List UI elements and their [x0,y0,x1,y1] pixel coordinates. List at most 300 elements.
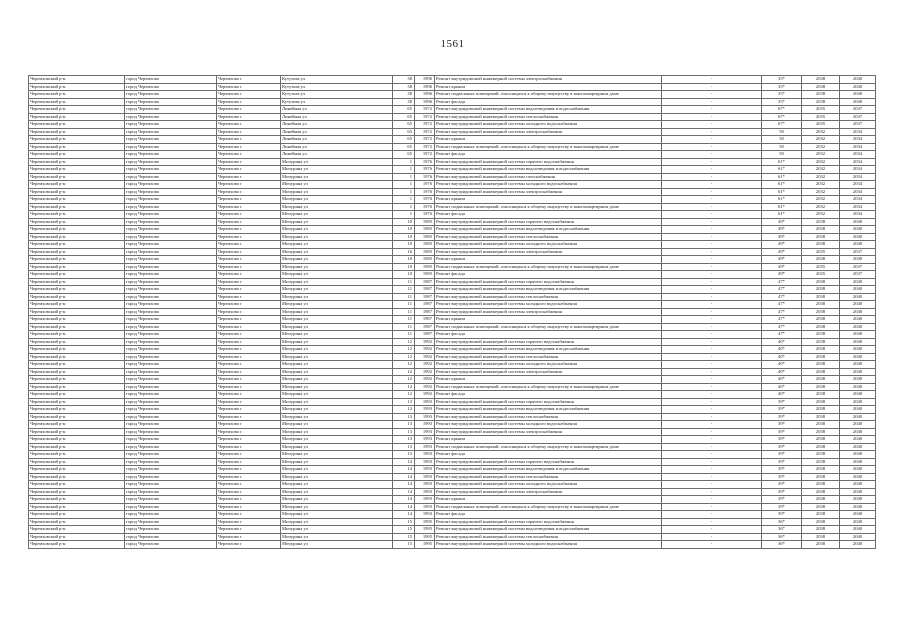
table-row [29,188,876,196]
district-cell: Черемховский р-н [29,136,125,144]
start-year-cell: 2038 [802,301,840,309]
house-number-cell: 38 [393,76,415,84]
house-number-cell: 11 [393,308,415,316]
extra-cell: - [662,158,762,166]
extra-cell: - [662,316,762,324]
start-year-cell: 2038 [802,218,840,226]
district-cell: Черемховский р-н [29,331,125,339]
house-number-cell: 13 [393,398,415,406]
end-year-cell: 2040 [840,91,876,99]
house-number-cell: 14 [393,488,415,496]
municipality-cell: город Черемхово [125,503,217,511]
house-number-cell: 1 [393,173,415,181]
wear-percent-cell: 47* [762,316,802,324]
wear-percent-cell: 47* [762,301,802,309]
district-cell: Черемховский р-н [29,338,125,346]
house-number-cell: 1 [393,158,415,166]
municipality-cell: город Черемхово [125,323,217,331]
municipality-cell: город Черемхово [125,248,217,256]
street-cell: Мичурина ул [281,466,393,474]
extra-cell: - [662,301,762,309]
house-number-cell: 11 [393,278,415,286]
work-type-cell: Ремонт фасада [435,151,662,159]
street-cell: Мичурина ул [281,443,393,451]
house-number-cell: 1 [393,166,415,174]
settlement-cell: Черемхово г [217,391,281,399]
street-cell: Мичурина ул [281,481,393,489]
end-year-cell: 2034 [840,203,876,211]
start-year-cell: 2038 [802,331,840,339]
street-cell: Кутузова ул [281,91,393,99]
street-cell: Мичурина ул [281,241,393,249]
work-type-cell: Ремонт внутридомовой инженерной системы водоотведения и водоснабжения [435,526,662,534]
wear-percent-cell: 47* [762,286,802,294]
house-number-cell: 38 [393,83,415,91]
district-cell: Черемховский р-н [29,361,125,369]
extra-cell: - [662,331,762,339]
district-cell: Черемховский р-н [29,91,125,99]
work-type-cell: Ремонт внутридомовой инженерной системы холодного водоснабжения [435,241,662,249]
wear-percent-cell: 47* [762,278,802,286]
build-year-cell: 1995 [415,526,435,534]
table-row [29,398,876,406]
street-cell: Мичурина ул [281,458,393,466]
table-row [29,338,876,346]
work-type-cell: Ремонт фасада [435,451,662,459]
street-cell: Мичурина ул [281,173,393,181]
house-number-cell: 1 [393,203,415,211]
end-year-cell: 2034 [840,188,876,196]
settlement-cell: Черемхово г [217,203,281,211]
settlement-cell: Черемхово г [217,143,281,151]
house-number-cell: 12 [393,361,415,369]
work-type-cell: Ремонт внутридомовой инженерной системы газоснабжения [435,173,662,181]
build-year-cell: 1993 [415,428,435,436]
wear-percent-cell: 61* [762,181,802,189]
street-cell: Мичурина ул [281,181,393,189]
extra-cell: - [662,181,762,189]
wear-percent-cell: 49* [762,263,802,271]
start-year-cell: 2038 [802,286,840,294]
extra-cell: - [662,353,762,361]
municipality-cell: город Черемхово [125,511,217,519]
house-number-cell: 65 [393,113,415,121]
municipality-cell: город Черемхово [125,211,217,219]
end-year-cell: 2040 [840,488,876,496]
table-row [29,353,876,361]
table-row [29,91,876,99]
start-year-cell: 2038 [802,316,840,324]
municipality-cell: город Черемхово [125,256,217,264]
work-type-cell: Ремонт внутридомовой инженерной системы водоотведения и водоснабжения [435,406,662,414]
start-year-cell: 2038 [802,428,840,436]
start-year-cell: 2038 [802,98,840,106]
wear-percent-cell: 39* [762,436,802,444]
settlement-cell: Черемхово г [217,293,281,301]
end-year-cell: 2040 [840,301,876,309]
extra-cell: - [662,308,762,316]
work-type-cell: Ремонт внутридомовой инженерной системы водоотведения и водоснабжения [435,346,662,354]
wear-percent-cell: 35* [762,83,802,91]
wear-percent-cell: 35* [762,76,802,84]
table-row [29,151,876,159]
district-cell: Черемховский р-н [29,301,125,309]
start-year-cell: 2032 [802,128,840,136]
municipality-cell: город Черемхово [125,488,217,496]
settlement-cell: Черемхово г [217,136,281,144]
end-year-cell: 2040 [840,346,876,354]
table-row [29,301,876,309]
house-number-cell: 11 [393,316,415,324]
municipality-cell: город Черемхово [125,271,217,279]
street-cell: Кутузова ул [281,83,393,91]
extra-cell: - [662,488,762,496]
work-type-cell: Ремонт внутридомовой инженерной системы электроснабжения [435,248,662,256]
district-cell: Черемховский р-н [29,121,125,129]
work-type-cell: Ремонт внутридомовой инженерной системы электроснабжения [435,308,662,316]
end-year-cell: 2040 [840,496,876,504]
start-year-cell: 2038 [802,346,840,354]
extra-cell: - [662,151,762,159]
build-year-cell: 1992 [415,361,435,369]
house-number-cell: 12 [393,383,415,391]
start-year-cell: 2038 [802,233,840,241]
end-year-cell: 2037 [840,271,876,279]
house-number-cell: 14 [393,466,415,474]
municipality-cell: город Черемхово [125,136,217,144]
table-row [29,241,876,249]
work-type-cell: Ремонт внутридомовой инженерной системы теплоснабжения [435,533,662,541]
wear-percent-cell: 49* [762,241,802,249]
municipality-cell: город Черемхово [125,173,217,181]
build-year-cell: 1993 [415,406,435,414]
table-row [29,256,876,264]
district-cell: Черемховский р-н [29,278,125,286]
build-year-cell: 1992 [415,338,435,346]
wear-percent-cell: 39* [762,428,802,436]
house-number-cell: 10 [393,233,415,241]
settlement-cell: Черемхово г [217,526,281,534]
extra-cell: - [662,233,762,241]
wear-percent-cell: 36* [762,526,802,534]
district-cell: Черемховский р-н [29,271,125,279]
work-type-cell: Ремонт внутридомовой инженерной системы теплоснабжения [435,353,662,361]
end-year-cell: 2040 [840,76,876,84]
end-year-cell: 2040 [840,466,876,474]
district-cell: Черемховский р-н [29,316,125,324]
municipality-cell: город Черемхово [125,128,217,136]
settlement-cell: Черемхово г [217,376,281,384]
wear-percent-cell: 61* [762,203,802,211]
work-type-cell: Ремонт внутридомовой инженерной системы электроснабжения [435,188,662,196]
street-cell: Мичурина ул [281,518,393,526]
end-year-cell: 2034 [840,136,876,144]
extra-cell: - [662,428,762,436]
house-number-cell: 14 [393,473,415,481]
district-cell: Черемховский р-н [29,76,125,84]
street-cell: Мичурина ул [281,271,393,279]
build-year-cell: 1992 [415,368,435,376]
extra-cell: - [662,218,762,226]
start-year-cell: 2038 [802,361,840,369]
end-year-cell: 2037 [840,113,876,121]
work-type-cell: Ремонт внутридомовой инженерной системы горячего водоснабжения [435,338,662,346]
build-year-cell: 1992 [415,353,435,361]
end-year-cell: 2040 [840,323,876,331]
work-type-cell: Ремонт подвальных помещений, относящихся к общему имуществу в многоквартирном доме [435,443,662,451]
start-year-cell: 2038 [802,391,840,399]
house-number-cell: 15 [393,541,415,549]
start-year-cell: 2038 [802,451,840,459]
municipality-cell: город Черемхово [125,301,217,309]
district-cell: Черемховский р-н [29,421,125,429]
street-cell: Мичурина ул [281,533,393,541]
start-year-cell: 2035 [802,121,840,129]
work-type-cell: Ремонт подвальных помещений, относящихся к общему имуществу в многоквартирном доме [435,143,662,151]
start-year-cell: 2035 [802,248,840,256]
wear-percent-cell: 36* [762,533,802,541]
wear-percent-cell: 40* [762,383,802,391]
work-type-cell: Ремонт крыши [435,83,662,91]
settlement-cell: Черемхово г [217,346,281,354]
extra-cell: - [662,226,762,234]
house-number-cell: 12 [393,368,415,376]
house-number-cell: 12 [393,353,415,361]
work-type-cell: Ремонт внутридомовой инженерной системы холодного водоснабжения [435,181,662,189]
work-type-cell: Ремонт крыши [435,136,662,144]
house-number-cell: 15 [393,533,415,541]
work-type-cell: Ремонт внутридомовой инженерной системы водоотведения и водоснабжения [435,106,662,114]
municipality-cell: город Черемхово [125,541,217,549]
settlement-cell: Черемхово г [217,331,281,339]
street-cell: Линейная ул [281,128,393,136]
build-year-cell: 1995 [415,533,435,541]
district-cell: Черемховский р-н [29,406,125,414]
settlement-cell: Черемхово г [217,278,281,286]
street-cell: Мичурина ул [281,218,393,226]
house-number-cell: 15 [393,526,415,534]
table-row [29,526,876,534]
build-year-cell: 1987 [415,278,435,286]
municipality-cell: город Черемхово [125,473,217,481]
house-number-cell: 15 [393,518,415,526]
settlement-cell: Черемхово г [217,188,281,196]
wear-percent-cell: 36* [762,518,802,526]
municipality-cell: город Черемхово [125,443,217,451]
extra-cell: - [662,136,762,144]
start-year-cell: 2038 [802,256,840,264]
build-year-cell: 1976 [415,196,435,204]
wear-percent-cell: 39* [762,473,802,481]
house-number-cell: 14 [393,503,415,511]
table-row [29,368,876,376]
build-year-cell: 1972 [415,143,435,151]
extra-cell: - [662,383,762,391]
start-year-cell: 2035 [802,113,840,121]
table-row [29,413,876,421]
settlement-cell: Черемхово г [217,361,281,369]
street-cell: Мичурина ул [281,353,393,361]
build-year-cell: 1993 [415,398,435,406]
house-number-cell: 14 [393,496,415,504]
end-year-cell: 2040 [840,511,876,519]
street-cell: Кутузова ул [281,98,393,106]
street-cell: Мичурина ул [281,376,393,384]
end-year-cell: 2040 [840,503,876,511]
street-cell: Мичурина ул [281,166,393,174]
end-year-cell: 2040 [840,308,876,316]
district-cell: Черемховский р-н [29,241,125,249]
district-cell: Черемховский р-н [29,368,125,376]
build-year-cell: 1993 [415,436,435,444]
build-year-cell: 1993 [415,496,435,504]
start-year-cell: 2032 [802,151,840,159]
build-year-cell: 1972 [415,113,435,121]
extra-cell: - [662,211,762,219]
work-type-cell: Ремонт фасада [435,211,662,219]
settlement-cell: Черемхово г [217,338,281,346]
district-cell: Черемховский р-н [29,323,125,331]
end-year-cell: 2040 [840,278,876,286]
district-cell: Черемховский р-н [29,248,125,256]
extra-cell: - [662,203,762,211]
settlement-cell: Черемхово г [217,196,281,204]
table-row [29,293,876,301]
build-year-cell: 1976 [415,181,435,189]
work-type-cell: Ремонт внутридомовой инженерной системы теплоснабжения [435,413,662,421]
extra-cell: - [662,196,762,204]
district-cell: Черемховский р-н [29,188,125,196]
extra-cell: - [662,518,762,526]
extra-cell: - [662,361,762,369]
house-number-cell: 13 [393,428,415,436]
extra-cell: - [662,481,762,489]
build-year-cell: 1987 [415,323,435,331]
house-number-cell: 10 [393,271,415,279]
start-year-cell: 2032 [802,211,840,219]
end-year-cell: 2040 [840,286,876,294]
district-cell: Черемховский р-н [29,106,125,114]
street-cell: Линейная ул [281,113,393,121]
municipality-cell: город Черемхово [125,203,217,211]
house-number-cell: 12 [393,338,415,346]
work-type-cell: Ремонт внутридомовой инженерной системы электроснабжения [435,76,662,84]
wear-percent-cell: 40* [762,346,802,354]
work-type-cell: Ремонт внутридомовой инженерной системы теплоснабжения [435,113,662,121]
build-year-cell: 1976 [415,173,435,181]
table-row [29,511,876,519]
wear-percent-cell: 40* [762,391,802,399]
house-number-cell: 1 [393,181,415,189]
settlement-cell: Черемхово г [217,113,281,121]
end-year-cell: 2040 [840,406,876,414]
settlement-cell: Черемхово г [217,76,281,84]
municipality-cell: город Черемхово [125,383,217,391]
house-number-cell: 1 [393,196,415,204]
work-type-cell: Ремонт фасада [435,271,662,279]
district-cell: Черемховский р-н [29,511,125,519]
settlement-cell: Черемхово г [217,106,281,114]
start-year-cell: 2032 [802,143,840,151]
start-year-cell: 2038 [802,511,840,519]
end-year-cell: 2037 [840,106,876,114]
build-year-cell: 1976 [415,166,435,174]
district-cell: Черемховский р-н [29,211,125,219]
settlement-cell: Черемхово г [217,218,281,226]
street-cell: Мичурина ул [281,511,393,519]
table-row [29,173,876,181]
end-year-cell: 2040 [840,233,876,241]
extra-cell: - [662,511,762,519]
district-cell: Черемховский р-н [29,113,125,121]
settlement-cell: Черемхово г [217,436,281,444]
municipality-cell: город Черемхово [125,368,217,376]
street-cell: Мичурина ул [281,451,393,459]
district-cell: Черемховский р-н [29,218,125,226]
wear-percent-cell: 61* [762,158,802,166]
table-row [29,383,876,391]
street-cell: Мичурина ул [281,323,393,331]
municipality-cell: город Черемхово [125,458,217,466]
extra-cell: - [662,503,762,511]
build-year-cell: 1992 [415,346,435,354]
work-type-cell: Ремонт внутридомовой инженерной системы холодного водоснабжения [435,121,662,129]
build-year-cell: 1995 [415,541,435,549]
work-type-cell: Ремонт крыши [435,316,662,324]
street-cell: Мичурина ул [281,293,393,301]
start-year-cell: 2035 [802,263,840,271]
start-year-cell: 2038 [802,91,840,99]
extra-cell: - [662,76,762,84]
municipality-cell: город Черемхово [125,76,217,84]
page-number: 1561 [440,38,465,50]
end-year-cell: 2037 [840,248,876,256]
settlement-cell: Черемхово г [217,158,281,166]
settlement-cell: Черемхово г [217,488,281,496]
house-number-cell: 65 [393,128,415,136]
build-year-cell: 1985 [415,263,435,271]
municipality-cell: город Черемхово [125,436,217,444]
extra-cell: - [662,458,762,466]
end-year-cell: 2040 [840,458,876,466]
table-row [29,158,876,166]
end-year-cell: 2040 [840,383,876,391]
street-cell: Мичурина ул [281,391,393,399]
municipality-cell: город Черемхово [125,406,217,414]
extra-cell: - [662,541,762,549]
build-year-cell: 1992 [415,391,435,399]
start-year-cell: 2038 [802,496,840,504]
municipality-cell: город Черемхово [125,376,217,384]
house-number-cell: 10 [393,263,415,271]
start-year-cell: 2038 [802,421,840,429]
table-row [29,533,876,541]
table-row [29,541,876,549]
wear-percent-cell: 47* [762,293,802,301]
end-year-cell: 2040 [840,481,876,489]
table-row [29,443,876,451]
wear-percent-cell: 40* [762,376,802,384]
table-row [29,451,876,459]
extra-cell: - [662,271,762,279]
table-row [29,323,876,331]
house-number-cell: 65 [393,136,415,144]
settlement-cell: Черемхово г [217,428,281,436]
build-year-cell: 1993 [415,458,435,466]
street-cell: Мичурина ул [281,413,393,421]
work-type-cell: Ремонт внутридомовой инженерной системы горячего водоснабжения [435,398,662,406]
house-number-cell: 65 [393,151,415,159]
